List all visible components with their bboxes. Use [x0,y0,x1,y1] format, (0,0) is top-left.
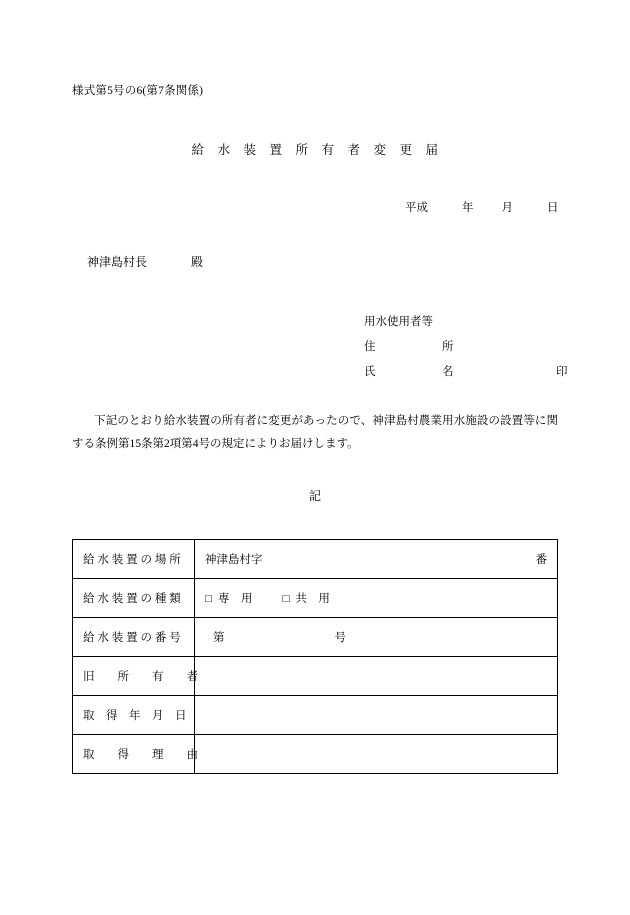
date-month: 月 [501,202,513,214]
seal-label: 印 [556,366,568,378]
row-label-number: 給 水 装 置 の 番 号 [73,618,195,657]
option-shared-label: 共 用 [295,593,330,605]
applicant-block [364,310,568,385]
applicant-address-label: 住 所 [364,341,462,353]
detail-table [72,539,558,774]
row-value-acquisition-reason[interactable] [195,735,558,774]
addressee [87,253,203,270]
row-label-former-owner: 旧 所 有 者 [73,657,195,696]
date-day: 日 [547,202,559,214]
row-value-acquisition-date[interactable] [195,696,558,735]
table-row [73,657,558,696]
checkbox-shared-icon[interactable]: □ [282,593,290,605]
table-row [73,540,558,579]
date-line [405,199,559,215]
table-row [73,735,558,774]
row-label-location: 給 水 装 置 の 場 所 [73,540,195,579]
body-paragraph [72,410,558,456]
number-prefix: 第 [213,632,225,644]
number-suffix: 号 [334,632,346,644]
row-label-acquisition-date: 取 得 年 月 日 [73,696,195,735]
row-label-acquisition-reason: 取 得 理 由 [73,735,195,774]
location-suffix: 番 [535,554,547,566]
location-prefix: 神津島村字 [205,554,263,566]
table-row [73,579,558,618]
checkbox-private-icon[interactable]: □ [205,593,212,605]
form-number: 様式第5号の6(第7条関係) [72,85,204,97]
row-value-location[interactable] [195,540,558,579]
applicant-heading: 用水使用者等 [364,316,433,328]
applicant-address-row [364,335,568,360]
addressee-name: 神津島村長 [87,255,148,269]
applicant-name-label: 氏 名 [364,366,462,378]
row-value-type[interactable] [195,579,558,618]
page-title: 給 水 装 置 所 有 者 変 更 届 [191,143,439,157]
table-row [73,618,558,657]
date-era: 平成 [405,202,428,214]
table-row [73,696,558,735]
option-private-label: 専 用 [217,593,253,605]
row-value-former-owner[interactable] [195,657,558,696]
row-label-type: 給 水 装 置 の 種 類 [73,579,195,618]
row-value-number[interactable] [195,618,558,657]
ki-mark: 記 [308,489,321,503]
date-year: 年 [462,202,474,214]
applicant-name-row [364,360,568,385]
body-paragraph-text: 下記のとおり給水装置の所有者に変更があったので、神津島村農業用水施設の設置等に関する条例第15条第2項第4号の規定によりお届けします。 [72,415,558,450]
addressee-honorific: 殿 [191,255,204,269]
